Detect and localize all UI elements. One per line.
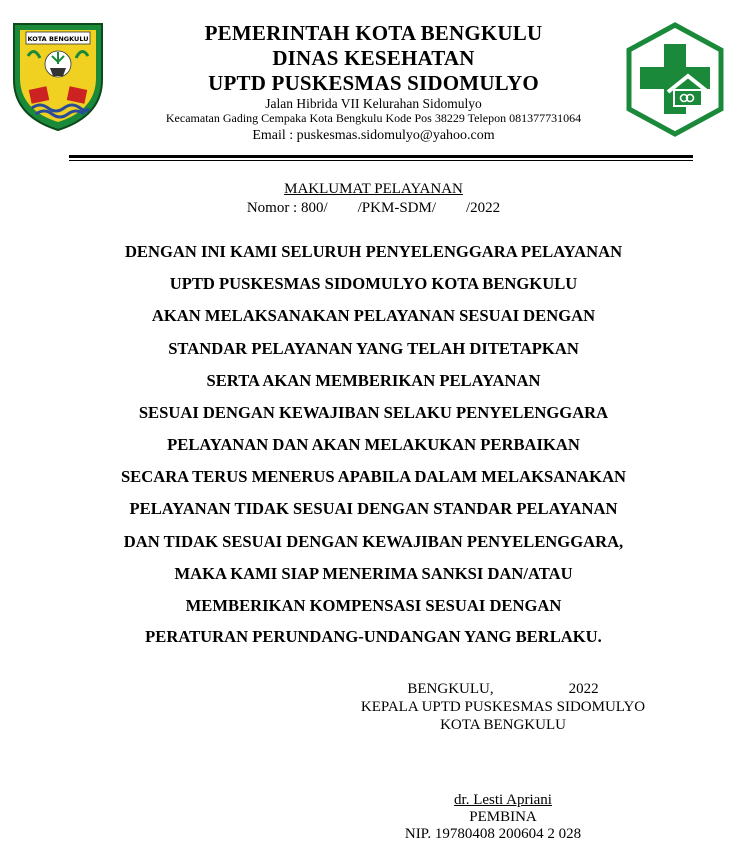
body-line: MAKA KAMI SIAP MENERIMA SANKSI DAN/ATAU [174,564,573,583]
header-government: PEMERINTAH KOTA BENGKULU [204,21,543,45]
header-divider-thin [69,160,693,161]
emblem-ribbon-text: KOTA BENGKULU [27,35,89,43]
header-address-1: Jalan Hibrida VII Kelurahan Sidomulyo [265,96,482,111]
body-line: MEMBERIKAN KOMPENSASI SESUAI DENGAN [185,596,562,615]
body-line: SESUAI DENGAN KEWAJIBAN SELAKU PENYELENGGARA [138,403,609,422]
header-department: DINAS KESEHATAN [272,46,475,70]
body-line: SECARA TERUS MENERUS APABILA DALAM MELAKSANAKAN [120,467,627,486]
body-line: AKAN MELAKSANAKAN PELAYANAN SESUAI DENGAN [151,306,596,325]
body-line: UPTD PUSKESMAS SIDOMULYO KOTA BENGKULU [169,274,578,293]
signatory-name: dr. Lesti Apriani [454,792,552,808]
header-email: Email : puskesmas.sidomulyo@yahoo.com [252,128,495,143]
body-line: STANDAR PELAYANAN YANG TELAH DITETAPKAN [168,339,579,358]
signature-position: KEPALA UPTD PUSKESMAS SIDOMULYO [360,699,646,715]
signature-position-city: KOTA BENGKULU [440,717,566,733]
signatory-rank: PEMBINA [469,809,537,825]
header-divider-thick [69,155,693,158]
body-line: SERTA AKAN MEMBERIKAN PELAYANAN [206,371,541,390]
body-line: DENGAN INI KAMI SELURUH PENYELENGGARA PELAYANAN [124,242,623,261]
header-address-2: Kecamatan Gading Cempaka Kota Bengkulu Kode Pos 38229 Telepon 081377731064 [165,111,582,125]
document-title: MAKLUMAT PELAYANAN [284,181,463,197]
body-line: PERATURAN PERUNDANG-UNDANGAN YANG BERLAKU. [145,627,602,646]
header-unit: UPTD PUSKESMAS SIDOMULYO [208,71,539,95]
body-line: PELAYANAN DAN AKAN MELAKUKAN PERBAIKAN [167,435,580,454]
signatory-nip: NIP. 19780408 200604 2 028 [404,826,582,842]
document-number: Nomor : 800/ /PKM-SDM/ /2022 [246,200,501,216]
body-line: DAN TIDAK SESUAI DENGAN KEWAJIBAN PENYELENGGARA, [123,532,624,551]
signature-place-date: BENGKULU, 2022 [407,681,599,697]
body-line: PELAYANAN TIDAK SESUAI DENGAN STANDAR PELAYANAN [129,499,618,518]
